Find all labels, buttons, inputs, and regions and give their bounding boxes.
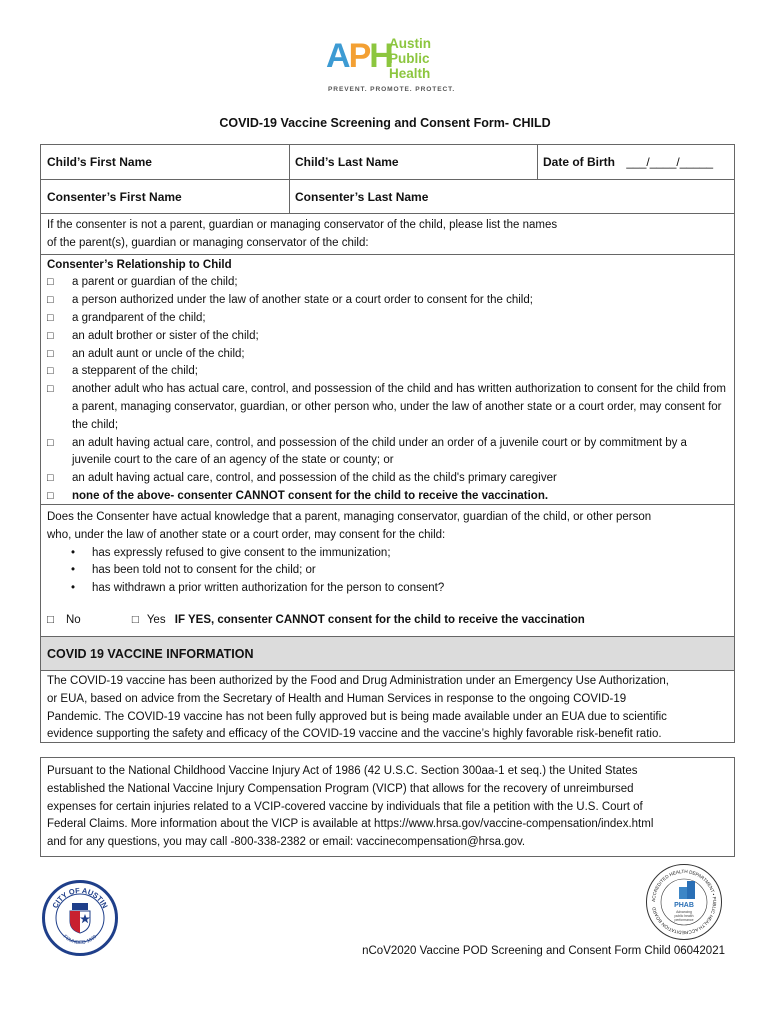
aph-letters: APH — [326, 37, 392, 75]
yes-checkbox[interactable] — [132, 614, 166, 626]
form-footer: nCoV2020 Vaccine POD Screening and Consent Form Child 06042021 — [362, 945, 725, 957]
checkbox-icon[interactable]: □ — [47, 436, 54, 449]
knowledge-bullet-text: has expressly refused to give consent to the immunization; — [92, 546, 391, 559]
knowledge-question: Does the Consenter have actual knowledge that a parent, managing conservator, guardian of the child, or other person — [47, 511, 652, 523]
relationship-option-label: none of the above- consenter CANNOT consent for the child to receive the vaccination. — [72, 489, 549, 502]
relationship-option[interactable] — [47, 292, 728, 310]
relationship-heading: Consenter’s Relationship to Child — [47, 258, 232, 271]
relationship-option-label: an adult having actual care, control, and possession of the child as the child's primary caregiver — [72, 472, 557, 485]
phab-abbr: PHAB — [674, 902, 694, 909]
date-of-birth-field[interactable] — [537, 147, 734, 169]
vaccine-info-line: The COVID-19 vaccine has been authorized by the Food and Drug Administration under an Emergency Use Authorization, — [47, 675, 669, 687]
aph-name — [389, 36, 431, 81]
name-table — [40, 144, 735, 214]
knowledge-bullet-text: has been told not to consent for the child; or — [92, 564, 316, 577]
relationship-option[interactable] — [47, 435, 728, 471]
checkbox-icon[interactable]: □ — [47, 294, 54, 307]
knowledge-bullet-text: has withdrawn a prior written authorization for the person to consent? — [92, 582, 445, 595]
vaccine-info-line: evidence supporting the safety and efficacy of the COVID-19 vaccine and the vaccine’s highly favorable risk-benefit ratio. — [47, 728, 662, 741]
dob-label: Date of Birth — [543, 155, 615, 169]
relationship-option-label: a person authorized under the law of another state or a court order to consent for the child; — [72, 294, 533, 307]
aph-name-line: Health — [389, 66, 431, 81]
vicp-section — [40, 757, 735, 857]
form-title: COVID-19 Vaccine Screening and Consent Form- CHILD — [219, 116, 551, 130]
phab-small-line: public health — [674, 914, 694, 918]
bullet-icon: • — [71, 564, 76, 577]
consenter-last-name-field[interactable] — [289, 182, 734, 204]
no-checkbox[interactable] — [47, 614, 81, 626]
consenter-first-name-field[interactable] — [41, 182, 289, 204]
child-last-name-field[interactable] — [289, 147, 537, 169]
relationship-option[interactable] — [47, 346, 728, 364]
city-of-austin-seal — [42, 880, 118, 956]
relationship-option[interactable] — [47, 363, 728, 381]
knowledge-section — [40, 504, 735, 637]
phab-accreditation-seal — [646, 864, 722, 940]
yes-warning: IF YES, consenter CANNOT consent for the child to receive the vaccination — [174, 614, 585, 626]
relationship-option-label: a grandparent of the child; — [72, 311, 206, 324]
relationship-option-label: an adult having actual care, control, and possession of the child under an order of a juvenile court or by commitment by a juvenile court to the care of an agency of the state or county; or — [72, 436, 687, 467]
relationship-option-label: an adult aunt or uncle of the child; — [72, 347, 245, 360]
child-first-name-field[interactable] — [41, 147, 289, 169]
vaccine-info-section — [40, 636, 735, 743]
relationship-option-label: another adult who has actual care, control, and possession of the child and has written authorization to consent for the child from a parent, managing conservator, guardian, or other person who, under the law of another state or a court order, may consent for the child; — [72, 383, 726, 431]
not-parent-text: If the consenter is not a parent, guardian or managing conservator of the child, please list the names — [47, 219, 558, 231]
checkbox-icon[interactable]: □ — [47, 614, 54, 626]
phab-small-line: performance — [674, 918, 694, 922]
consenter-last-name-label: Consenter’s Last Name — [295, 190, 429, 204]
checkbox-icon[interactable]: □ — [47, 472, 54, 485]
vicp-line: established the National Vaccine Injury Compensation Program (VICP) that allows for the recovery of unreimbursed — [47, 782, 634, 795]
vicp-line: Pursuant to the National Childhood Vaccine Injury Act of 1986 (42 U.S.C. Section 300aa-1 et seq.) the United States — [47, 765, 638, 777]
city-seal-graphic — [45, 883, 115, 953]
checkbox-icon[interactable]: □ — [47, 489, 54, 502]
not-parent-text: of the parent(s), guardian or managing conservator of the child: — [47, 236, 369, 249]
relationship-section — [40, 213, 735, 505]
relationship-option[interactable] — [47, 274, 728, 292]
bullet-icon: • — [71, 546, 76, 559]
no-label: No — [65, 614, 81, 626]
vaccine-info-line: Pandemic. The COVID-19 vaccine has not been fully approved but is being made available under an EUA due to scientific — [47, 710, 667, 723]
checkbox-icon[interactable]: □ — [47, 311, 54, 324]
checkbox-icon[interactable]: □ — [47, 383, 54, 396]
relationship-option-label: an adult brother or sister of the child; — [72, 329, 259, 342]
relationship-option[interactable] — [47, 328, 728, 346]
checkbox-icon[interactable]: □ — [47, 329, 54, 342]
phab-ring-text: ACCREDITED HEALTH DEPARTMENT • PUBLIC HEALTH ACCREDITATION BOARD — [650, 868, 718, 936]
relationship-option[interactable] — [47, 470, 728, 488]
consenter-first-name-label: Consenter’s First Name — [47, 190, 182, 204]
checkbox-icon[interactable]: □ — [131, 614, 139, 626]
checkbox-icon[interactable]: □ — [47, 365, 54, 378]
child-first-name-label: Child’s First Name — [47, 155, 152, 169]
aph-name-line: Public — [389, 51, 430, 66]
bullet-icon: • — [71, 582, 76, 595]
checkbox-icon[interactable]: □ — [47, 276, 54, 289]
city-seal-bottom-text: FOUNDED 1839 — [61, 933, 99, 947]
phab-small-line: Advancing — [676, 910, 692, 914]
vicp-line: Federal Claims. More information about the VICP is available at https://www.hrsa.gov/vaccine-compensation/index.html — [47, 818, 654, 831]
aph-tagline: PREVENT. PROMOTE. PROTECT. — [328, 86, 456, 93]
dob-blank: ___/____/_____ — [626, 155, 714, 169]
yes-label: Yes — [146, 614, 166, 626]
knowledge-bullet — [47, 562, 728, 580]
aph-logo — [326, 34, 456, 96]
not-parent-instructions — [47, 217, 728, 253]
checkbox-icon[interactable]: □ — [47, 347, 54, 360]
relationship-option[interactable] — [47, 310, 728, 328]
vaccine-info-line: or EUA, based on advice from the Secretary of Health and Human Services in response to the ongoing COVID-19 — [47, 692, 627, 705]
vicp-line: and for any questions, you may call -800-338-2382 or email: vaccinecompensation@hrsa.gov. — [47, 836, 526, 849]
vaccine-info-heading: COVID 19 VACCINE INFORMATION — [41, 637, 734, 671]
relationship-option[interactable] — [47, 381, 728, 434]
knowledge-bullet — [47, 545, 728, 563]
city-seal-top-text: CITY OF AUSTIN — [50, 885, 110, 910]
knowledge-bullet — [47, 580, 728, 598]
vicp-line: expenses for certain injuries related to a VCIP-covered vaccine by individuals that file a petition with the U.S. Court of — [47, 800, 643, 813]
knowledge-question: who, under the law of another state or a court order, may consent for the child: — [47, 528, 446, 541]
relationship-option-label: a parent or guardian of the child; — [72, 276, 238, 289]
relationship-option-label: a stepparent of the child; — [72, 365, 198, 378]
child-last-name-label: Child’s Last Name — [295, 155, 399, 169]
phab-seal-graphic — [647, 865, 721, 939]
aph-name-line: Austin — [389, 36, 431, 51]
